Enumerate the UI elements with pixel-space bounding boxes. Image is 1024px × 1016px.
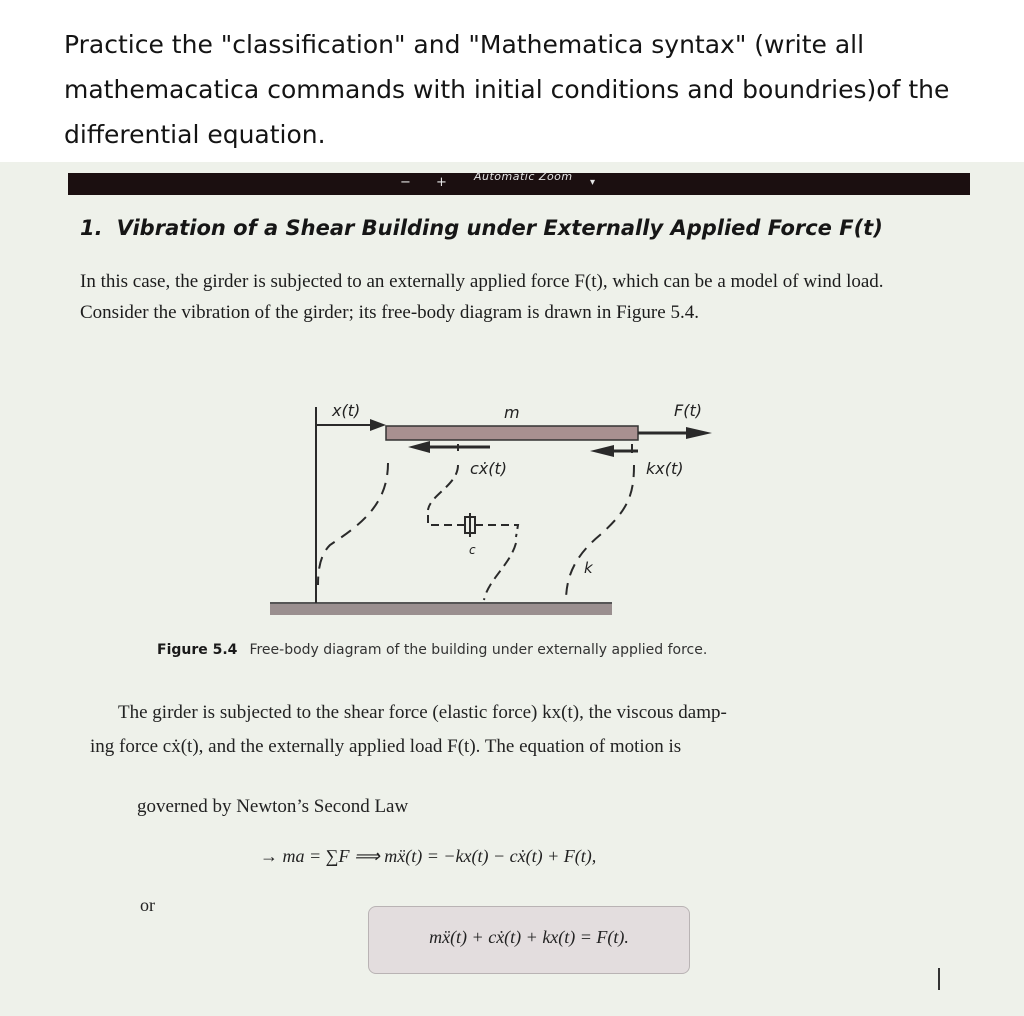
zoom-out-button[interactable]: −	[400, 175, 411, 190]
label-x: x(t)	[332, 401, 361, 420]
damping-force-arrow	[408, 441, 430, 453]
label-damping-force: cẋ(t)	[470, 459, 508, 478]
label-F: F(t)	[674, 401, 702, 420]
ground	[270, 603, 612, 615]
newton-law-text: governed by Newton’s Second Law	[137, 796, 409, 817]
motion-paragraph-line-1: The girder is subjected to the shear force (elastic force) kx(t), the viscous damp-	[118, 702, 727, 723]
zoom-in-button[interactable]: +	[436, 175, 447, 190]
left-column-deformed	[318, 463, 388, 585]
caption-text: Free-body diagram of the building under externally applied force.	[249, 642, 708, 658]
or-text: or	[140, 895, 155, 915]
girder	[386, 426, 638, 440]
right-column-deformed	[566, 465, 634, 601]
section-title: Vibration of a Shear Building under Externally Applied Force F(t)	[116, 216, 883, 240]
motion-paragraph-line-2: ing force cẋ(t), and the externally applied load F(t). The equation of motion is	[90, 736, 682, 757]
section-number: 1.	[80, 216, 103, 240]
spring-force-arrow	[590, 445, 614, 457]
question-prompt	[0, 0, 1024, 162]
section-heading	[80, 216, 883, 240]
force-arrow	[686, 427, 712, 439]
highlighted-equation-box	[368, 906, 690, 974]
label-k: k	[584, 559, 593, 577]
pdf-viewer-toolbar	[68, 170, 970, 195]
caption-number: Figure 5.4	[157, 642, 238, 658]
label-spring-force: kx(t)	[646, 459, 684, 478]
label-c: c	[469, 543, 476, 557]
figure-caption	[157, 642, 707, 658]
text-cursor	[938, 968, 940, 990]
label-m: m	[504, 403, 520, 422]
question-text: Practice the "classification" and "Mathematica syntax" (write all mathemacatica commands with initial conditions and boundries)of the differential equation.	[64, 30, 950, 149]
zoom-select[interactable]: Automatic Zoom	[474, 170, 573, 183]
displacement-arrow	[370, 419, 386, 431]
free-body-diagram	[260, 385, 730, 625]
motion-paragraph	[90, 696, 910, 764]
diagram-drawing	[260, 385, 730, 625]
equation-newton: → ma = ∑F ⟹ mẍ(t) = −kx(t) − cẋ(t) + F(t),	[260, 846, 597, 866]
chevron-down-icon[interactable]: ▾	[590, 177, 596, 188]
intro-paragraph: In this case, the girder is subjected to an externally applied force F(t), which can be a model of wind load. Consider the vibration of the girder; its free-body diagram is drawn in Figure 5.4.	[80, 271, 884, 323]
equation-of-motion: mẍ(t) + cẋ(t) + kx(t) = F(t).	[429, 927, 629, 947]
